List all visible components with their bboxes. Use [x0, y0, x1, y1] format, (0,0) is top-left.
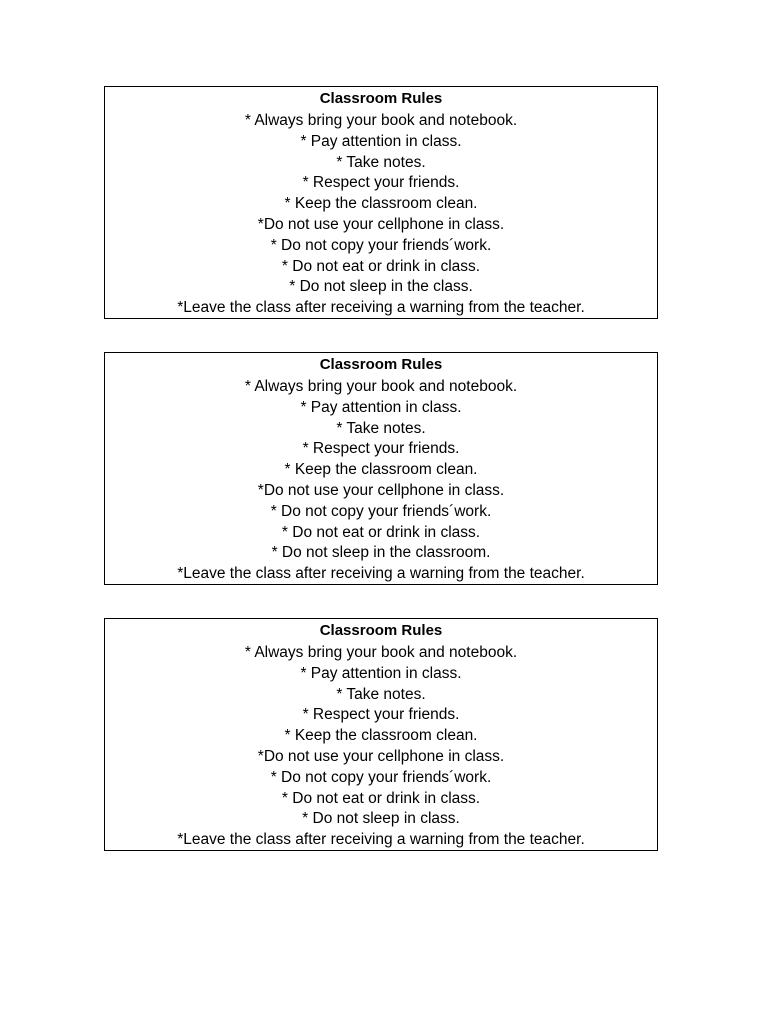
rules-card-3: [104, 618, 658, 851]
card-title: Classroom Rules: [319, 356, 443, 373]
card-title: Classroom Rules: [319, 622, 443, 639]
rule-item: *Do not use your cellphone in class.: [257, 215, 505, 233]
rules-card-1: [104, 86, 658, 319]
rule-item: *Leave the class after receiving a warning from the teacher.: [177, 565, 585, 583]
rule-item: * Take notes.: [336, 685, 426, 703]
rule-item: * Take notes.: [336, 419, 426, 437]
rule-item: * Pay attention in class.: [300, 664, 462, 682]
rule-item: * Always bring your book and notebook.: [244, 644, 518, 661]
rule-item: *Leave the class after receiving a warning from the teacher.: [177, 299, 585, 317]
rule-item: * Do not eat or drink in class.: [281, 523, 481, 541]
rule-item: *Do not use your cellphone in class.: [257, 747, 505, 765]
rule-item: * Do not copy your friends´work.: [270, 768, 492, 786]
rule-item: * Pay attention in class.: [300, 398, 462, 416]
rule-item: * Keep the classroom clean.: [284, 727, 478, 745]
rules-card-2: [104, 352, 658, 585]
rule-item: * Pay attention in class.: [300, 132, 462, 150]
rule-item: * Do not sleep in the classroom.: [271, 544, 491, 562]
rule-item: * Respect your friends.: [302, 174, 460, 192]
rule-item: * Do not eat or drink in class.: [281, 789, 481, 807]
rule-item: * Keep the classroom clean.: [284, 461, 478, 479]
rule-item: * Take notes.: [336, 153, 426, 171]
rule-item: * Do not copy your friends´work.: [270, 236, 492, 254]
rule-item: *Do not use your cellphone in class.: [257, 481, 505, 499]
rule-item: * Do not eat or drink in class.: [281, 257, 481, 275]
rule-item: * Respect your friends.: [302, 706, 460, 724]
rule-item: * Keep the classroom clean.: [284, 195, 478, 213]
rule-item: *Leave the class after receiving a warning from the teacher.: [177, 831, 585, 849]
rule-item: * Always bring your book and notebook.: [244, 112, 518, 129]
rule-item: * Do not sleep in class.: [302, 810, 460, 828]
rule-item: * Do not sleep in the class.: [289, 278, 473, 296]
rule-item: * Respect your friends.: [302, 440, 460, 458]
rule-item: * Do not copy your friends´work.: [270, 502, 492, 520]
rule-item: * Always bring your book and notebook.: [244, 378, 518, 395]
card-title: Classroom Rules: [319, 90, 443, 107]
